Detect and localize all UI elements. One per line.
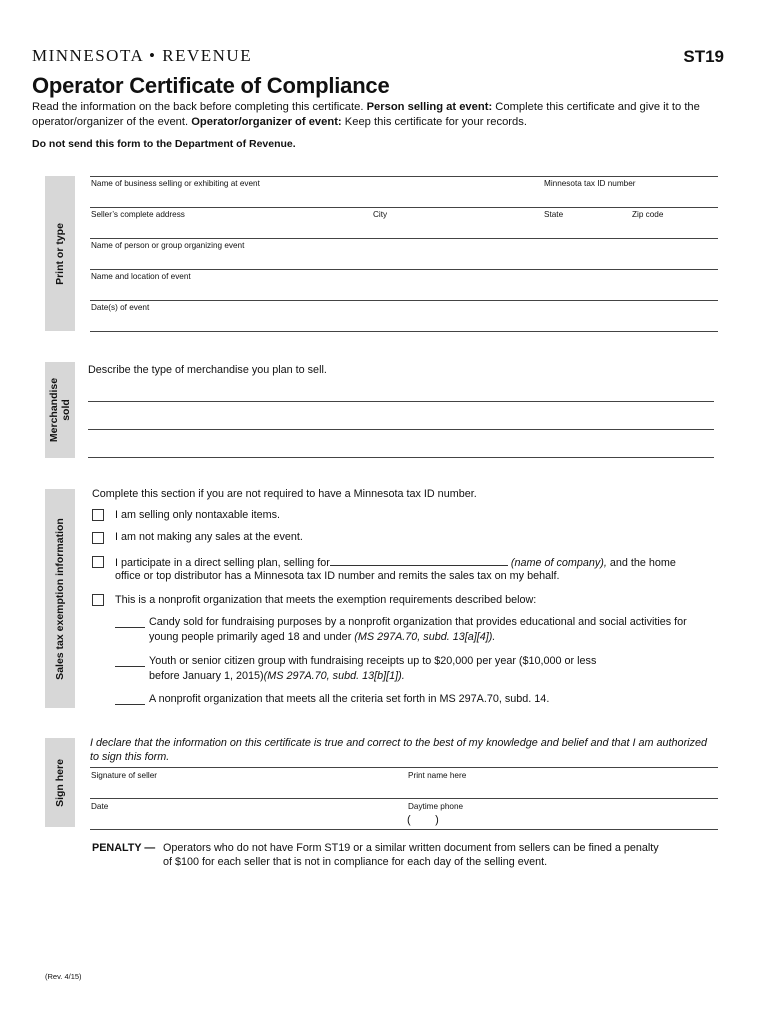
state-label: State <box>544 210 564 219</box>
declaration-text: I declare that the information on this certificate is true and correct to the best of my knowledge and belief and that I am authorized to sign this form. <box>90 737 707 763</box>
state-field[interactable] <box>544 222 624 236</box>
divider <box>90 269 718 270</box>
tax-id-field[interactable] <box>544 191 714 205</box>
phone-label: Daytime phone <box>408 802 464 811</box>
sidebar-label: Sign here <box>54 758 66 807</box>
sidebar-merchandise-sold <box>45 362 75 458</box>
date-field[interactable] <box>91 813 391 827</box>
option-direct-selling-line-2: office or top distributor has a Minnesota tax ID number and remits the sales tax on my behalf. <box>115 570 560 582</box>
sub-option-criteria: A nonprofit organization that meets all the criteria set forth in MS 297A.70, subd. 14. <box>149 693 550 705</box>
intro-person-label: Person selling at event: <box>366 101 493 113</box>
candy-citation: (MS 297A.70, subd. 13[a][4]). <box>354 631 496 643</box>
brand-logo-text: MINNESOTA • REVENUE <box>32 46 253 65</box>
checkbox-direct-selling[interactable] <box>92 556 104 568</box>
merchandise-field-1[interactable] <box>89 385 709 399</box>
criteria-check-blank[interactable] <box>115 694 145 705</box>
option-direct-selling-line-1 <box>115 555 676 569</box>
merchandise-prompt: Describe the type of merchandise you plan to sell. <box>88 364 327 376</box>
dates-field[interactable] <box>91 315 711 329</box>
sidebar-label: Print or type <box>54 222 66 285</box>
page-title: Operator Certificate of Compliance <box>32 73 390 98</box>
address-label: Seller’s complete address <box>91 210 185 219</box>
candy-check-blank[interactable] <box>115 617 145 628</box>
checkbox-nonprofit[interactable] <box>92 594 104 606</box>
company-name-hint: (name of company), <box>510 557 607 569</box>
event-label: Name and location of event <box>91 272 191 281</box>
sub-option-youth-line-1: Youth or senior citizen group with fundraising receipts up to $20,000 per year ($10,000 or less <box>149 655 597 667</box>
sidebar-label: Sales tax exemption information <box>54 517 66 680</box>
option-no-sales-label: I am not making any sales at the event. <box>115 531 303 543</box>
youth-check-blank[interactable] <box>115 656 145 667</box>
signature-field[interactable] <box>91 782 391 796</box>
exemption-intro: Complete this section if you are not required to have a Minnesota tax ID number. <box>92 488 477 500</box>
direct-selling-text-2: and the home <box>606 557 676 569</box>
writing-line <box>88 429 714 430</box>
checkbox-nontaxable[interactable] <box>92 509 104 521</box>
youth-text: before January 1, 2015) <box>149 670 264 682</box>
option-nontaxable-label: I am selling only nontaxable items. <box>115 509 281 521</box>
sidebar-sales-tax-exemption <box>45 489 75 708</box>
intro-paragraph <box>32 100 712 130</box>
tax-id-label: Minnesota tax ID number <box>544 179 636 188</box>
divider <box>90 829 718 830</box>
city-field[interactable] <box>373 222 533 236</box>
sub-option-candy-line-1: Candy sold for fundraising purposes by a nonprofit organization that provides educational and social activities for <box>149 616 687 628</box>
sidebar-label <box>48 378 72 442</box>
organizer-field[interactable] <box>91 253 711 267</box>
phone-field[interactable] <box>450 813 710 827</box>
intro-text-3: Keep this certificate for your records. <box>341 116 527 128</box>
city-label: City <box>373 210 388 219</box>
candy-text: young people primarily aged 18 and under <box>149 631 355 643</box>
print-name-field[interactable] <box>408 782 708 796</box>
sidebar-label-line-2: sold <box>60 399 72 421</box>
divider <box>90 207 718 208</box>
sidebar-label-line-1: Merchandise <box>48 377 60 443</box>
event-field[interactable] <box>91 284 711 298</box>
writing-line <box>88 401 714 402</box>
organizer-label: Name of person or group organizing event <box>91 241 245 250</box>
intro-text-1: Read the information on the back before completing this certificate. <box>32 101 367 113</box>
zip-field[interactable] <box>632 222 714 236</box>
form-number: ST19 <box>683 47 724 66</box>
penalty-text-line-1: Operators who do not have Form ST19 or a similar written document from sellers can be fined a penalty <box>163 842 659 854</box>
revision-note: (Rev. 4/15) <box>45 972 82 981</box>
dates-label: Date(s) of event <box>91 303 150 312</box>
merchandise-field-3[interactable] <box>89 441 709 455</box>
youth-citation: (MS 297A.70, subd. 13[b][1]). <box>263 670 405 682</box>
divider <box>90 798 718 799</box>
sub-option-youth-line-2 <box>149 670 405 682</box>
direct-selling-text: I participate in a direct selling plan, selling for <box>115 557 330 569</box>
zip-label: Zip code <box>632 210 664 219</box>
intro-operator-label: Operator/organizer of event: <box>191 116 342 128</box>
sidebar-sign-here <box>45 738 75 827</box>
signature-label: Signature of seller <box>91 771 157 780</box>
merchandise-field-2[interactable] <box>89 413 709 427</box>
writing-line <box>88 457 714 458</box>
intro-text-2: Complete this certificate and give it to the operator/organizer of the event. <box>32 101 700 128</box>
divider <box>90 300 718 301</box>
sidebar-print-or-type <box>45 176 75 331</box>
date-label: Date <box>91 802 109 811</box>
divider <box>90 238 718 239</box>
divider <box>90 767 718 768</box>
business-name-field[interactable] <box>91 191 531 205</box>
company-name-blank[interactable] <box>330 555 508 566</box>
penalty-label: PENALTY — <box>92 842 156 854</box>
sub-option-candy-line-2 <box>149 631 495 643</box>
checkbox-no-sales[interactable] <box>92 532 104 544</box>
divider <box>90 331 718 332</box>
business-name-label: Name of business selling or exhibiting at event <box>91 179 260 188</box>
do-not-send-note: Do not send this form to the Department of Revenue. <box>32 138 296 150</box>
penalty-text-line-2: of $100 for each seller that is not in compliance for each day of the selling event. <box>163 856 548 868</box>
phone-area-code-parens: ( ) <box>407 814 439 826</box>
print-name-label: Print name here <box>408 771 467 780</box>
divider <box>90 176 718 177</box>
option-nonprofit-label: This is a nonprofit organization that meets the exemption requirements described below: <box>115 594 537 606</box>
address-field[interactable] <box>91 222 361 236</box>
